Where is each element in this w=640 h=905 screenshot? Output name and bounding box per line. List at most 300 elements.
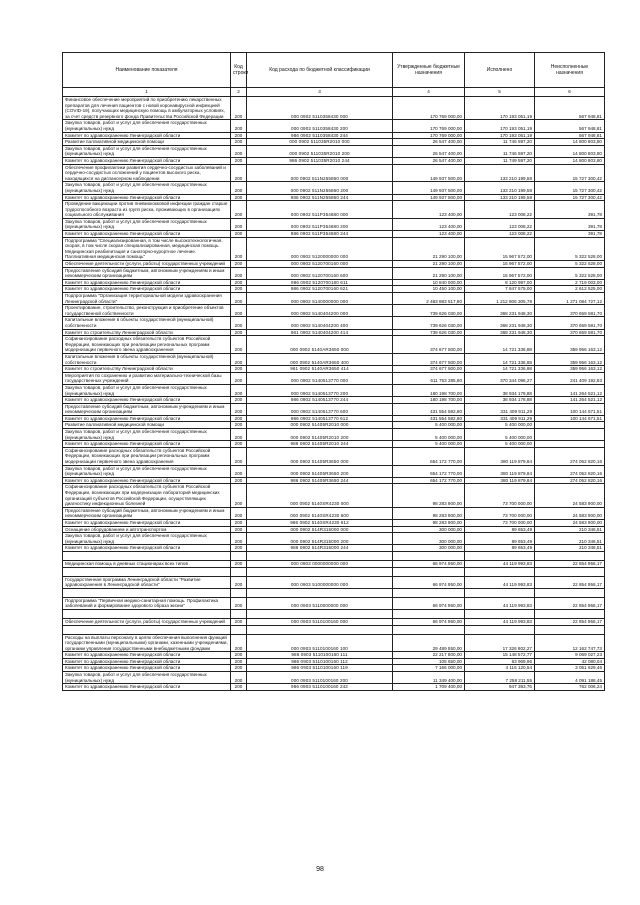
row-executed: 17 326 802,27: [465, 634, 535, 652]
row-budget-code: 986 0902 5140SR4230 612: [247, 519, 393, 526]
row-budget-code: 000 0902 5110358430 200: [247, 120, 393, 132]
table-row: [63, 429, 605, 441]
row-approved: 7 166 000,00: [393, 665, 465, 672]
row-line-code: 200: [231, 231, 247, 238]
table-row: [63, 97, 605, 120]
row-name: Мероприятия по сохранению и развитию материально-технической базы государственных учреждений: [63, 372, 231, 384]
table-row: [63, 545, 605, 552]
header-approved: Утвержденные бюджетные назначения: [393, 53, 465, 88]
row-line-code: 200: [231, 533, 247, 545]
row-executed: 331 409 911,29: [465, 415, 535, 422]
row-budget-code: 000 0902 511P354680 200: [247, 218, 393, 230]
row-line-code: 200: [231, 279, 247, 286]
table-row: [63, 164, 605, 182]
row-unexecuted: 391,78: [535, 231, 605, 238]
spacer-row: [63, 609, 605, 618]
row-approved: 300 000,00: [393, 533, 465, 545]
table-row: [63, 465, 605, 477]
row-line-code: 200: [231, 665, 247, 672]
row-unexecuted: 14 800 803,80: [535, 145, 605, 157]
row-budget-code: 000 0902 514R315000 200: [247, 533, 393, 545]
row-budget-code: 000 0903 5110000000 000: [247, 597, 393, 609]
row-name: Предоставление субсидий бюджетным, автономным учреждениям и иным некоммерческим организациям: [63, 403, 231, 415]
row-budget-code: 000 0902 5120700160 000: [247, 261, 393, 268]
table-header-row: [63, 53, 605, 88]
row-budget-code: 986 0902 511035R2010 244: [247, 157, 393, 164]
row-approved: 26 547 400,00: [393, 157, 465, 164]
row-unexecuted: 12 162 747,73: [535, 634, 605, 652]
row-budget-code: 961 0902 5140AR3650 414: [247, 366, 393, 373]
row-name: Закупка товаров, работ и услуг для обеспечения государственных (муниципальных) нужд: [63, 533, 231, 545]
row-line-code: [231, 551, 247, 560]
table-row: [63, 261, 605, 268]
table-row: [63, 267, 605, 279]
row-executed: 73 700 000,00: [465, 484, 535, 507]
row-executed: 380 119 879,84: [465, 465, 535, 477]
table-row: [63, 286, 605, 293]
row-budget-code: 000 0902 511035R2010 000: [247, 139, 393, 146]
row-budget-code: [247, 588, 393, 597]
row-line-code: 200: [231, 634, 247, 652]
table-row: [63, 507, 605, 519]
row-budget-code: [247, 567, 393, 576]
table-row: [63, 526, 605, 533]
row-name: Комитет по здравоохранению Ленинградской области: [63, 157, 231, 164]
row-executed: 170 193 051,19: [465, 97, 535, 120]
row-name: Капитальные вложения в объекты государственной (муниципальной) собственности: [63, 317, 231, 329]
row-line-code: 200: [231, 286, 247, 293]
row-unexecuted: 391,78: [535, 218, 605, 230]
row-approved: 739 626 030,00: [393, 329, 465, 336]
row-name: Расходы на выплаты персоналу в целях обеспечения выполнения функций государственными (муниципальными) органами, казенными учреждениями, органами управления государственными внебюджетными фондами: [63, 634, 231, 652]
row-unexecuted: 5 322 528,00: [535, 261, 605, 268]
row-line-code: 200: [231, 132, 247, 139]
row-budget-code: 000 0902 514R315000 000: [247, 526, 393, 533]
header-unexecuted: Неисполненные назначения: [535, 53, 605, 88]
row-budget-code: 000 0902 51405R3650 200: [247, 465, 393, 477]
row-budget-code: 000 0902 5120000000 000: [247, 237, 393, 260]
col-number: 5: [465, 88, 535, 97]
row-name: [63, 609, 231, 618]
row-line-code: 200: [231, 397, 247, 404]
row-name: Закупка товаров, работ и услуг для обеспечения государственных (муниципальных) нужд: [63, 120, 231, 132]
row-budget-code: 986 0902 511P354680 244: [247, 231, 393, 238]
row-executed: 63 969,96: [465, 658, 535, 665]
row-name: Обеспечение деятельности (услуги, работы) государственных учреждений: [63, 618, 231, 625]
row-name: Комитет по здравоохранению Ленинградской области: [63, 194, 231, 201]
row-unexecuted: 370 659 581,70: [535, 305, 605, 317]
row-budget-code: 986 0902 511N255860 244: [247, 194, 393, 201]
row-approved: 5 400 000,00: [393, 441, 465, 448]
row-budget-code: 986 0902 5140513770 612: [247, 415, 393, 422]
row-approved: 374 677 500,00: [393, 336, 465, 354]
row-approved: 611 753 285,80: [393, 372, 465, 384]
row-approved: 180 198 700,00: [393, 397, 465, 404]
row-unexecuted: 370 659 581,70: [535, 329, 605, 336]
row-line-code: 200: [231, 519, 247, 526]
row-unexecuted: 2 719 003,00: [535, 279, 605, 286]
row-unexecuted: 42 080,04: [535, 658, 605, 665]
row-approved: 374 677 500,00: [393, 353, 465, 365]
table-row: [63, 672, 605, 684]
row-unexecuted: 1 271 084 727,12: [535, 293, 605, 305]
row-name: Закупка товаров, работ и услуг для обеспечения государственных (муниципальных) нужд: [63, 429, 231, 441]
row-line-code: 200: [231, 194, 247, 201]
row-approved: 22 217 800,00: [393, 652, 465, 659]
row-name: Комитет по здравоохранению Ленинградской области: [63, 665, 231, 672]
row-approved: 10 450 100,00: [393, 286, 465, 293]
row-approved: 98 283 900,00: [393, 484, 465, 507]
table-row: [63, 397, 605, 404]
row-executed: 368 231 948,30: [465, 305, 535, 317]
row-line-code: 200: [231, 218, 247, 230]
row-executed: 89 653,49: [465, 545, 535, 552]
row-unexecuted: 210 346,51: [535, 526, 605, 533]
row-line-code: 200: [231, 403, 247, 415]
row-executed: 1 212 806 305,78: [465, 293, 535, 305]
row-line-code: 200: [231, 164, 247, 182]
header-executed: Исполнено: [465, 53, 535, 88]
row-approved: 149 937 500,00: [393, 164, 465, 182]
row-approved: 1 709 400,00: [393, 684, 465, 691]
row-executed: 123 008,22: [465, 218, 535, 230]
row-line-code: 200: [231, 237, 247, 260]
row-name: [63, 588, 231, 597]
row-unexecuted: 24 583 900,00: [535, 507, 605, 519]
row-executed: 380 119 879,84: [465, 477, 535, 484]
row-budget-code: 000 0903 5100000000 000: [247, 576, 393, 588]
row-budget-code: 986 0903 5110100160 111: [247, 652, 393, 659]
row-approved: [393, 567, 465, 576]
row-unexecuted: 22 854 956,17: [535, 560, 605, 567]
table-row: [63, 384, 605, 396]
row-executed: 15 148 572,77: [465, 652, 535, 659]
budget-execution-table: [62, 52, 605, 691]
table-row: [63, 279, 605, 286]
row-executed: [465, 567, 535, 576]
row-line-code: 200: [231, 97, 247, 120]
row-budget-code: 000 0902 5140AR3650 400: [247, 353, 393, 365]
row-line-code: 200: [231, 465, 247, 477]
row-budget-code: 000 0903 5110100160 000: [247, 618, 393, 625]
row-unexecuted: 15 727 300,42: [535, 182, 605, 194]
row-approved: 21 290 100,00: [393, 237, 465, 260]
row-executed: 15 967 572,00: [465, 267, 535, 279]
row-unexecuted: 14 800 803,80: [535, 139, 605, 146]
row-executed: 5 400 000,00: [465, 422, 535, 429]
row-unexecuted: 4 091 188,45: [535, 672, 605, 684]
col-number: 6: [535, 88, 605, 97]
row-line-code: 200: [231, 545, 247, 552]
row-name: Подпрограмма "Специализированная, в том числе высокотехнологичная, скорая, в том числе скорая специализированная, медицинская помощь. Медицинская реабилитация и санаторно-курортное лечение. Паллиативная медицинская помощь": [63, 237, 231, 260]
row-unexecuted: 391,78: [535, 201, 605, 219]
row-budget-code: 000 0902 5140404200 400: [247, 317, 393, 329]
row-line-code: 200: [231, 684, 247, 691]
row-name: Капитальные вложения в объекты государственной (муниципальной) собственности: [63, 353, 231, 365]
row-unexecuted: 100 144 671,51: [535, 403, 605, 415]
row-approved: 26 547 400,00: [393, 139, 465, 146]
row-name: Подпрограмма "Первичная медико-санитарная помощь. Профилактика заболеваний и формирование здорового образа жизни": [63, 597, 231, 609]
row-line-code: 200: [231, 560, 247, 567]
row-executed: 14 721 336,88: [465, 336, 535, 354]
row-line-code: 200: [231, 261, 247, 268]
row-executed: 123 008,22: [465, 231, 535, 238]
row-line-code: 200: [231, 672, 247, 684]
row-name: Софинансирование расходных обязательств субъектов Российской Федерации, возникающих при реализации региональных программ модернизации первичного звена здравоохранения: [63, 336, 231, 354]
row-executed: 7 258 211,55: [465, 672, 535, 684]
row-unexecuted: [535, 422, 605, 429]
row-line-code: 200: [231, 447, 247, 465]
row-budget-code: 986 0903 5110100160 242: [247, 684, 393, 691]
row-line-code: 200: [231, 145, 247, 157]
row-unexecuted: 141 264 521,12: [535, 384, 605, 396]
table-row: [63, 120, 605, 132]
row-unexecuted: 370 659 581,70: [535, 317, 605, 329]
row-budget-code: [247, 609, 393, 618]
row-budget-code: 000 0902 5140SR4230 000: [247, 484, 393, 507]
col-number: 2: [231, 88, 247, 97]
row-line-code: 200: [231, 336, 247, 354]
header-budget-code: Код расхода по бюджетной классификации: [247, 53, 393, 88]
row-approved: 5 400 000,00: [393, 429, 465, 441]
table-row: [63, 618, 605, 625]
table-row: [63, 484, 605, 507]
row-unexecuted: 15 727 300,42: [535, 164, 605, 182]
row-executed: 11 746 597,20: [465, 145, 535, 157]
table-row: [63, 336, 605, 354]
row-approved: 180 198 700,00: [393, 384, 465, 396]
row-executed: 133 210 199,58: [465, 164, 535, 182]
table-row: [63, 447, 605, 465]
table-row: [63, 329, 605, 336]
row-name: Развитие паллиативной медицинской помощи: [63, 139, 231, 146]
row-budget-code: 000 0903 5110100160 100: [247, 634, 393, 652]
row-executed: 123 008,22: [465, 201, 535, 219]
row-unexecuted: 359 956 163,12: [535, 353, 605, 365]
row-budget-code: 961 0902 5140404200 414: [247, 329, 393, 336]
row-name: Закупка товаров, работ и услуг для обеспечения государственных (муниципальных) нужд: [63, 218, 231, 230]
row-name: Комитет по здравоохранению Ленинградской области: [63, 415, 231, 422]
table-row: [63, 305, 605, 317]
row-line-code: 200: [231, 618, 247, 625]
row-budget-code: 986 0902 5110358430 244: [247, 132, 393, 139]
row-name: Предоставление субсидий бюджетным, автономным учреждениям и иным некоммерческим организациям: [63, 507, 231, 519]
row-executed: 5 400 000,00: [465, 429, 535, 441]
table-row: [63, 157, 605, 164]
row-name: Закупка товаров, работ и услуг для обеспечения государственных (муниципальных) нужд: [63, 384, 231, 396]
row-approved: 2 483 883 517,80: [393, 293, 465, 305]
table-row: [63, 658, 605, 665]
row-executed: 368 231 948,30: [465, 329, 535, 336]
row-line-code: 200: [231, 372, 247, 384]
row-approved: 739 626 030,00: [393, 305, 465, 317]
row-executed: 38 934 178,88: [465, 397, 535, 404]
row-budget-code: 000 0902 5140000000 000: [247, 293, 393, 305]
table-row: [63, 634, 605, 652]
row-executed: 14 721 336,88: [465, 353, 535, 365]
table-row: [63, 293, 605, 305]
row-executed: 15 967 572,00: [465, 237, 535, 260]
row-line-code: 200: [231, 353, 247, 365]
row-unexecuted: [535, 551, 605, 560]
row-name: Комитет по здравоохранению Ленинградской области: [63, 477, 231, 484]
table-row: [63, 422, 605, 429]
row-name: Комитет по здравоохранению Ленинградской области: [63, 684, 231, 691]
row-approved: 98 283 900,00: [393, 519, 465, 526]
row-name: Государственная программа Ленинградской области "Развитие здравоохранения в Ленинградской области": [63, 576, 231, 588]
row-approved: 170 769 000,00: [393, 132, 465, 139]
row-approved: 431 554 582,80: [393, 403, 465, 415]
row-executed: 38 934 178,88: [465, 384, 535, 396]
row-unexecuted: 762 006,24: [535, 684, 605, 691]
table-row: [63, 139, 605, 146]
table-row: [63, 403, 605, 415]
row-budget-code: 986 0902 5120700160 611: [247, 279, 393, 286]
table-row: [63, 441, 605, 448]
row-unexecuted: 5 322 528,00: [535, 237, 605, 260]
row-line-code: 200: [231, 329, 247, 336]
row-unexecuted: 359 956 163,12: [535, 366, 605, 373]
row-line-code: 200: [231, 384, 247, 396]
table-row: [63, 182, 605, 194]
row-executed: [465, 625, 535, 634]
row-budget-code: 000 0902 511N255860 000: [247, 164, 393, 182]
row-budget-code: 000 0902 51405R2010 000: [247, 422, 393, 429]
row-budget-code: 986 0902 5120700160 621: [247, 286, 393, 293]
row-executed: 7 847 575,00: [465, 286, 535, 293]
row-executed: 133 210 199,58: [465, 194, 535, 201]
row-approved: 654 172 770,00: [393, 465, 465, 477]
row-approved: 170 769 000,00: [393, 97, 465, 120]
row-name: Комитет по здравоохранению Ленинградской области: [63, 441, 231, 448]
row-budget-code: 000 0902 5120700160 600: [247, 267, 393, 279]
col-number: 4: [393, 88, 465, 97]
report-sheet: [62, 52, 604, 691]
row-name: Предоставление субсидий бюджетным, автономным учреждениям и иным некоммерческим организациям: [63, 267, 231, 279]
row-approved: 11 349 400,00: [393, 672, 465, 684]
header-indicator-name: Наименование показателя: [63, 53, 231, 88]
row-executed: 170 193 051,19: [465, 132, 535, 139]
row-approved: 29 489 550,00: [393, 634, 465, 652]
row-executed: 947 393,76: [465, 684, 535, 691]
row-budget-code: 986 0902 51405R3650 244: [247, 477, 393, 484]
row-approved: 123 400,00: [393, 218, 465, 230]
row-executed: 11 746 597,20: [465, 139, 535, 146]
row-budget-code: 000 0902 5140SR4230 600: [247, 507, 393, 519]
row-executed: 133 210 199,58: [465, 182, 535, 194]
row-name: Обеспечение профилактики развития сердечно-сосудистых заболеваний и сердечно-сосудистых осложнений у пациентов высокого риска, находящихся на диспансерном наблюдении: [63, 164, 231, 182]
row-line-code: [231, 625, 247, 634]
row-budget-code: 000 0902 5140513770 000: [247, 372, 393, 384]
row-executed: [465, 609, 535, 618]
row-name: Закупка товаров, работ и услуг для обеспечения государственных (муниципальных) нужд: [63, 672, 231, 684]
row-budget-code: 000 0903 0000000000 000: [247, 560, 393, 567]
row-budget-code: [247, 551, 393, 560]
row-name: Комитет по здравоохранению Ленинградской области: [63, 652, 231, 659]
row-unexecuted: 359 956 163,12: [535, 336, 605, 354]
row-line-code: 200: [231, 429, 247, 441]
row-unexecuted: 24 583 900,00: [535, 484, 605, 507]
row-executed: 44 119 993,83: [465, 618, 535, 625]
row-approved: 431 554 582,80: [393, 415, 465, 422]
table-row: [63, 415, 605, 422]
row-unexecuted: [535, 588, 605, 597]
row-line-code: [231, 588, 247, 597]
row-name: [63, 551, 231, 560]
row-unexecuted: 24 583 900,00: [535, 519, 605, 526]
row-unexecuted: 2 612 525,00: [535, 286, 605, 293]
row-name: Финансовое обеспечение мероприятий по приобретению лекарственных препаратов для лечения пациентов с новой коронавирусной инфекцией (COVID-19), получающих медицинскую помощь в амбулаторных условиях, за счет средств резервного фонда Правительства Российской Федерации: [63, 97, 231, 120]
table-row: [63, 665, 605, 672]
table-row: [63, 317, 605, 329]
row-name: [63, 625, 231, 634]
row-name: Подпрограмма "Организация территориальной модели здравоохранения Ленинградской области": [63, 293, 231, 305]
table-row: [63, 132, 605, 139]
row-name: Софинансирование расходных обязательств субъектов Российской Федерации, возникающих при модернизации лабораторий медицинских организаций субъектов Российской Федерации, осуществляющих диагностику инфекционных болезней: [63, 484, 231, 507]
row-name: Комитет по здравоохранению Ленинградской области: [63, 658, 231, 665]
row-unexecuted: 22 854 956,17: [535, 597, 605, 609]
table-row: [63, 560, 605, 567]
row-line-code: 200: [231, 139, 247, 146]
row-unexecuted: [535, 567, 605, 576]
row-line-code: 200: [231, 658, 247, 665]
table-row: [63, 372, 605, 384]
row-approved: 105 650,00: [393, 658, 465, 665]
row-unexecuted: 567 948,81: [535, 120, 605, 132]
table-row: [63, 194, 605, 201]
row-executed: 15 967 572,00: [465, 261, 535, 268]
row-line-code: 200: [231, 415, 247, 422]
row-name: Комитет по здравоохранению Ленинградской области: [63, 279, 231, 286]
row-approved: 26 547 400,00: [393, 145, 465, 157]
row-budget-code: 000 0902 511N255860 200: [247, 182, 393, 194]
row-unexecuted: [535, 625, 605, 634]
row-executed: [465, 588, 535, 597]
row-executed: 44 119 993,83: [465, 597, 535, 609]
table-row: [63, 597, 605, 609]
table-row: [63, 218, 605, 230]
row-executed: 170 193 051,19: [465, 120, 535, 132]
row-line-code: 200: [231, 422, 247, 429]
col-number: 3: [247, 88, 393, 97]
row-unexecuted: [535, 429, 605, 441]
row-approved: 10 840 000,00: [393, 279, 465, 286]
row-executed: 73 700 000,00: [465, 507, 535, 519]
row-line-code: 200: [231, 267, 247, 279]
row-approved: 66 974 950,00: [393, 576, 465, 588]
row-line-code: 200: [231, 652, 247, 659]
row-unexecuted: 100 144 671,51: [535, 415, 605, 422]
row-line-code: 200: [231, 366, 247, 373]
row-line-code: 200: [231, 157, 247, 164]
row-approved: 739 626 030,00: [393, 317, 465, 329]
table-row: [63, 366, 605, 373]
row-budget-code: 000 0902 511P354680 000: [247, 201, 393, 219]
spacer-row: [63, 567, 605, 576]
row-line-code: 200: [231, 182, 247, 194]
row-budget-code: 986 0902 514R315000 244: [247, 545, 393, 552]
row-budget-code: 000 0902 5110358430 000: [247, 97, 393, 120]
table-row: [63, 145, 605, 157]
row-name: Комитет по здравоохранению Ленинградской области: [63, 231, 231, 238]
row-unexecuted: 567 948,81: [535, 132, 605, 139]
row-executed: 73 700 000,00: [465, 519, 535, 526]
row-name: Закупка товаров, работ и услуг для обеспечения государственных (муниципальных) нужд: [63, 182, 231, 194]
row-approved: 300 000,00: [393, 526, 465, 533]
row-line-code: 200: [231, 507, 247, 519]
row-executed: 380 119 879,84: [465, 447, 535, 465]
row-executed: 89 653,49: [465, 526, 535, 533]
